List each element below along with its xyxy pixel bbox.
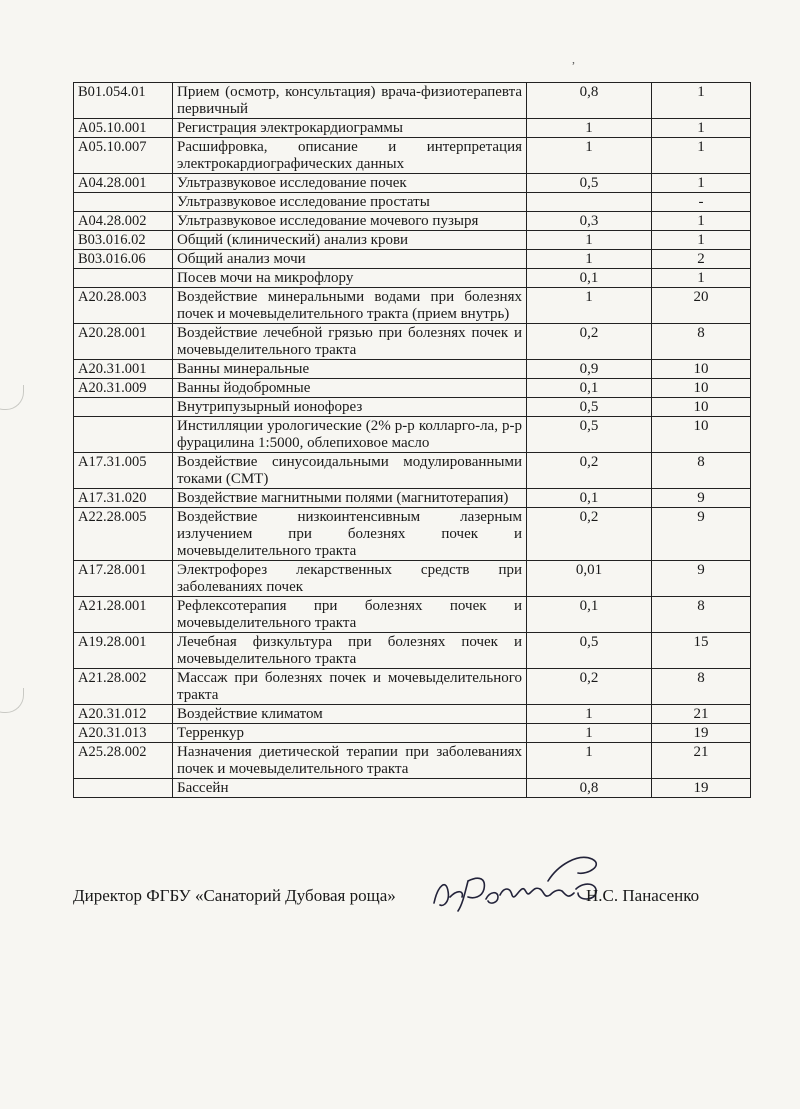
service-code: А17.28.001 (74, 561, 173, 597)
frequency-coefficient: 0,1 (527, 597, 652, 633)
service-code: А04.28.002 (74, 212, 173, 231)
table-row (74, 489, 751, 508)
table-row (74, 288, 751, 324)
service-name: Прием (осмотр, консультация) врача-физиотерапевта первичный (173, 83, 527, 119)
frequency-coefficient: 0,2 (527, 453, 652, 489)
table-row (74, 119, 751, 138)
service-code: А22.28.005 (74, 508, 173, 561)
procedure-count: 21 (652, 743, 751, 779)
procedure-count: 2 (652, 250, 751, 269)
service-name: Ванны минеральные (173, 360, 527, 379)
procedure-count: 1 (652, 119, 751, 138)
signature-block (73, 880, 713, 916)
service-code: А19.28.001 (74, 633, 173, 669)
service-name: Посев мочи на микрофлору (173, 269, 527, 288)
frequency-coefficient: 0,1 (527, 379, 652, 398)
frequency-coefficient: 0,1 (527, 489, 652, 508)
procedure-count: 10 (652, 379, 751, 398)
service-name: Электрофорез лекарственных средств при заболеваниях почек (173, 561, 527, 597)
director-name: Н.С. Панасенко (586, 886, 700, 905)
service-code: В01.054.01 (74, 83, 173, 119)
table-row (74, 250, 751, 269)
service-name: Ванны йодобромные (173, 379, 527, 398)
service-code: А17.31.005 (74, 453, 173, 489)
procedure-count: 1 (652, 231, 751, 250)
table-row (74, 212, 751, 231)
procedure-count: 21 (652, 705, 751, 724)
frequency-coefficient: 0,1 (527, 269, 652, 288)
service-name: Терренкур (173, 724, 527, 743)
frequency-coefficient: 1 (527, 231, 652, 250)
table-row (74, 724, 751, 743)
services-table (73, 82, 751, 798)
service-name: Лечебная физкультура при болезнях почек и мочевыделительного тракта (173, 633, 527, 669)
procedure-count: 1 (652, 83, 751, 119)
frequency-coefficient: 0,2 (527, 508, 652, 561)
service-name: Воздействие минеральными водами при болезнях почек и мочевыделительного тракта (прием внутрь) (173, 288, 527, 324)
punch-hole-mark (0, 688, 24, 713)
service-code: А20.28.001 (74, 324, 173, 360)
frequency-coefficient: 0,01 (527, 561, 652, 597)
service-name: Внутрипузырный ионофорез (173, 398, 527, 417)
table-row (74, 138, 751, 174)
director-position: Директор ФГБУ «Санаторий Дубовая роща» (73, 886, 396, 905)
procedure-count: 15 (652, 633, 751, 669)
procedure-count: 10 (652, 360, 751, 379)
frequency-coefficient: 1 (527, 705, 652, 724)
services-table-body (74, 83, 751, 798)
table-row (74, 453, 751, 489)
table-row (74, 360, 751, 379)
service-code: В03.016.02 (74, 231, 173, 250)
service-name: Назначения диетической терапии при заболеваниях почек и мочевыделительного тракта (173, 743, 527, 779)
frequency-coefficient: 0,8 (527, 83, 652, 119)
table-row (74, 743, 751, 779)
service-code (74, 398, 173, 417)
table-row (74, 597, 751, 633)
service-name: Общий (клинический) анализ крови (173, 231, 527, 250)
service-name: Воздействие магнитными полями (магнитотерапия) (173, 489, 527, 508)
service-name: Бассейн (173, 779, 527, 798)
procedure-count: - (652, 193, 751, 212)
service-code: А05.10.007 (74, 138, 173, 174)
frequency-coefficient: 0,9 (527, 360, 652, 379)
frequency-coefficient: 1 (527, 743, 652, 779)
frequency-coefficient: 0,5 (527, 633, 652, 669)
table-row (74, 705, 751, 724)
punch-hole-mark (0, 385, 24, 410)
procedure-count: 9 (652, 561, 751, 597)
table-row (74, 324, 751, 360)
frequency-coefficient: 1 (527, 724, 652, 743)
procedure-count: 10 (652, 417, 751, 453)
table-row (74, 379, 751, 398)
table-row (74, 231, 751, 250)
service-code: А20.31.009 (74, 379, 173, 398)
service-name: Воздействие синусоидальными модулированными токами (СМТ) (173, 453, 527, 489)
service-code: А20.31.013 (74, 724, 173, 743)
service-code: А25.28.002 (74, 743, 173, 779)
service-name: Воздействие климатом (173, 705, 527, 724)
service-name: Рефлексотерапия при болезнях почек и мочевыделительного тракта (173, 597, 527, 633)
procedure-count: 19 (652, 779, 751, 798)
table-row (74, 83, 751, 119)
frequency-coefficient: 0,2 (527, 669, 652, 705)
service-code: А21.28.002 (74, 669, 173, 705)
procedure-count: 20 (652, 288, 751, 324)
service-name: Инстилляции урологические (2% р-р колларго-ла, р-р фурацилина 1:5000, облепиховое масло (173, 417, 527, 453)
table-row (74, 561, 751, 597)
frequency-coefficient: 0,2 (527, 324, 652, 360)
table-row (74, 193, 751, 212)
service-name: Воздействие низкоинтенсивным лазерным излучением при болезнях почек и мочевыделительного тракта (173, 508, 527, 561)
procedure-count: 9 (652, 508, 751, 561)
frequency-coefficient: 1 (527, 288, 652, 324)
service-code: А17.31.020 (74, 489, 173, 508)
service-code: А20.31.001 (74, 360, 173, 379)
service-name: Регистрация электрокардиограммы (173, 119, 527, 138)
service-name: Общий анализ мочи (173, 250, 527, 269)
table-row (74, 508, 751, 561)
procedure-count: 8 (652, 669, 751, 705)
frequency-coefficient: 1 (527, 250, 652, 269)
table-row (74, 779, 751, 798)
frequency-coefficient (527, 193, 652, 212)
service-code (74, 417, 173, 453)
procedure-count: 8 (652, 324, 751, 360)
service-code: А20.28.003 (74, 288, 173, 324)
frequency-coefficient: 0,5 (527, 174, 652, 193)
procedure-count: 1 (652, 138, 751, 174)
frequency-coefficient: 0,8 (527, 779, 652, 798)
service-name: Ультразвуковое исследование простаты (173, 193, 527, 212)
service-code: А21.28.001 (74, 597, 173, 633)
procedure-count: 1 (652, 269, 751, 288)
handwritten-signature (428, 845, 618, 925)
frequency-coefficient: 0,3 (527, 212, 652, 231)
service-name: Расшифровка, описание и интерпретация электрокардиографических данных (173, 138, 527, 174)
procedure-count: 9 (652, 489, 751, 508)
frequency-coefficient: 0,5 (527, 398, 652, 417)
procedure-count: 19 (652, 724, 751, 743)
service-code (74, 193, 173, 212)
frequency-coefficient: 1 (527, 119, 652, 138)
service-code: А20.31.012 (74, 705, 173, 724)
frequency-coefficient: 0,5 (527, 417, 652, 453)
procedure-count: 8 (652, 453, 751, 489)
frequency-coefficient: 1 (527, 138, 652, 174)
service-name: Массаж при болезнях почек и мочевыделительного тракта (173, 669, 527, 705)
table-row (74, 633, 751, 669)
service-code: В03.016.06 (74, 250, 173, 269)
service-name: Ультразвуковое исследование мочевого пузыря (173, 212, 527, 231)
table-row (74, 174, 751, 193)
service-name: Ультразвуковое исследование почек (173, 174, 527, 193)
table-row (74, 669, 751, 705)
procedure-count: 10 (652, 398, 751, 417)
service-code (74, 779, 173, 798)
procedure-count: 1 (652, 174, 751, 193)
table-row (74, 398, 751, 417)
scan-speck: , (572, 52, 575, 66)
table-row (74, 269, 751, 288)
service-code: А05.10.001 (74, 119, 173, 138)
procedure-count: 1 (652, 212, 751, 231)
service-code: А04.28.001 (74, 174, 173, 193)
service-name: Воздействие лечебной грязью при болезнях почек и мочевыделительного тракта (173, 324, 527, 360)
service-code (74, 269, 173, 288)
table-row (74, 417, 751, 453)
procedure-count: 8 (652, 597, 751, 633)
